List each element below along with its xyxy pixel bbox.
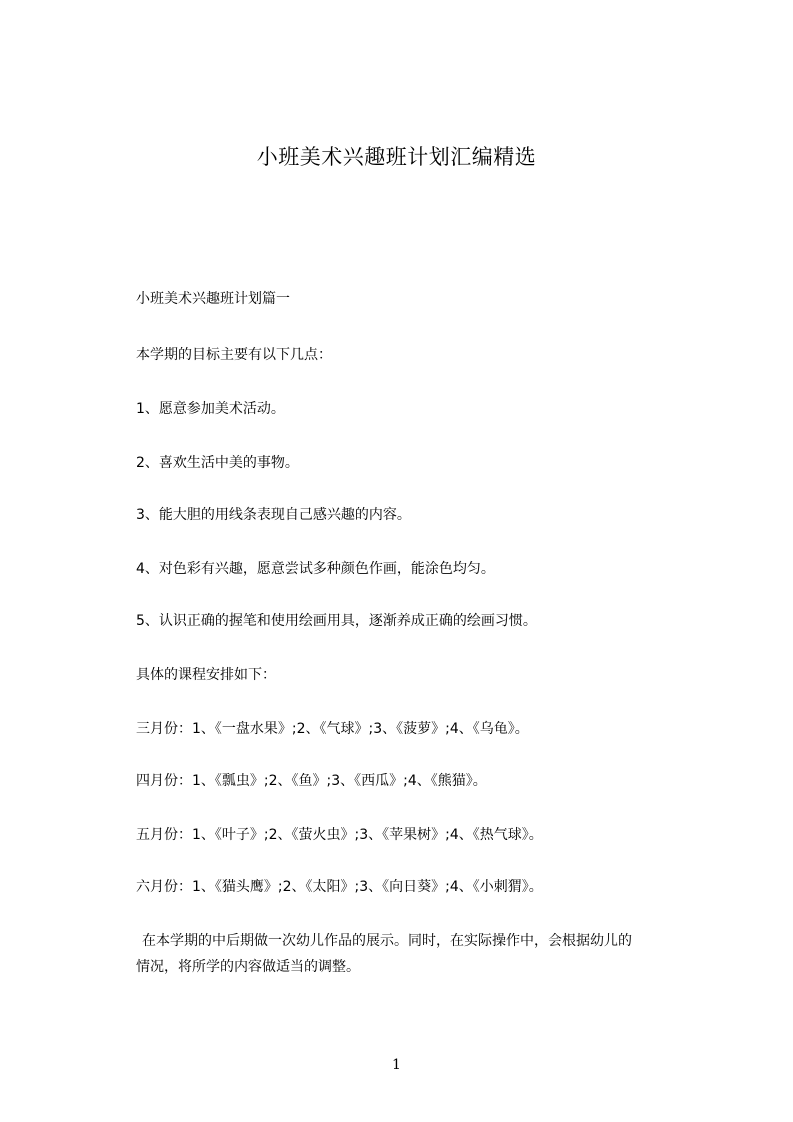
closing-paragraph xyxy=(136,928,716,980)
closing-line: 情况，将所学的内容做适当的调整。 xyxy=(136,959,360,975)
schedule-item: 六月份：1、《猫头鹰》;2、《太阳》;3、《向日葵》;4、《小刺猬》。 xyxy=(136,879,543,895)
schedule-item: 三月份：1、《一盘水果》;2、《气球》;3、《菠萝》;4、《乌龟》。 xyxy=(136,721,529,737)
schedule-intro: 具体的课程安排如下： xyxy=(136,667,276,683)
goal-item: 5、认识正确的握笔和使用绘画用具，逐渐养成正确的绘画习惯。 xyxy=(136,613,537,629)
section-heading: 小班美术兴趣班计划篇一 xyxy=(136,291,290,307)
schedule-item: 五月份：1、《叶子》;2、《萤火虫》;3、《苹果树》;4、《热气球》。 xyxy=(136,827,543,843)
schedule-item: 四月份：1、《瓢虫》;2、《鱼》;3、《西瓜》;4、《熊猫》。 xyxy=(136,773,487,789)
goal-item: 3、能大胆的用线条表现自己感兴趣的内容。 xyxy=(136,507,411,523)
goal-item: 2、喜欢生活中美的事物。 xyxy=(136,455,299,471)
goal-item: 4、对色彩有兴趣，愿意尝试多种颜色作画，能涂色均匀。 xyxy=(136,561,495,577)
closing-line: 在本学期的中后期做一次幼儿作品的展示。同时，在实际操作中，会根据幼儿的 xyxy=(142,933,632,949)
goals-intro: 本学期的目标主要有以下几点： xyxy=(136,347,332,363)
page-number: 1 xyxy=(392,1057,401,1073)
goal-item: 1、愿意参加美术活动。 xyxy=(136,401,285,417)
document-title: 小班美术兴趣班计划汇编精选 xyxy=(256,145,537,169)
